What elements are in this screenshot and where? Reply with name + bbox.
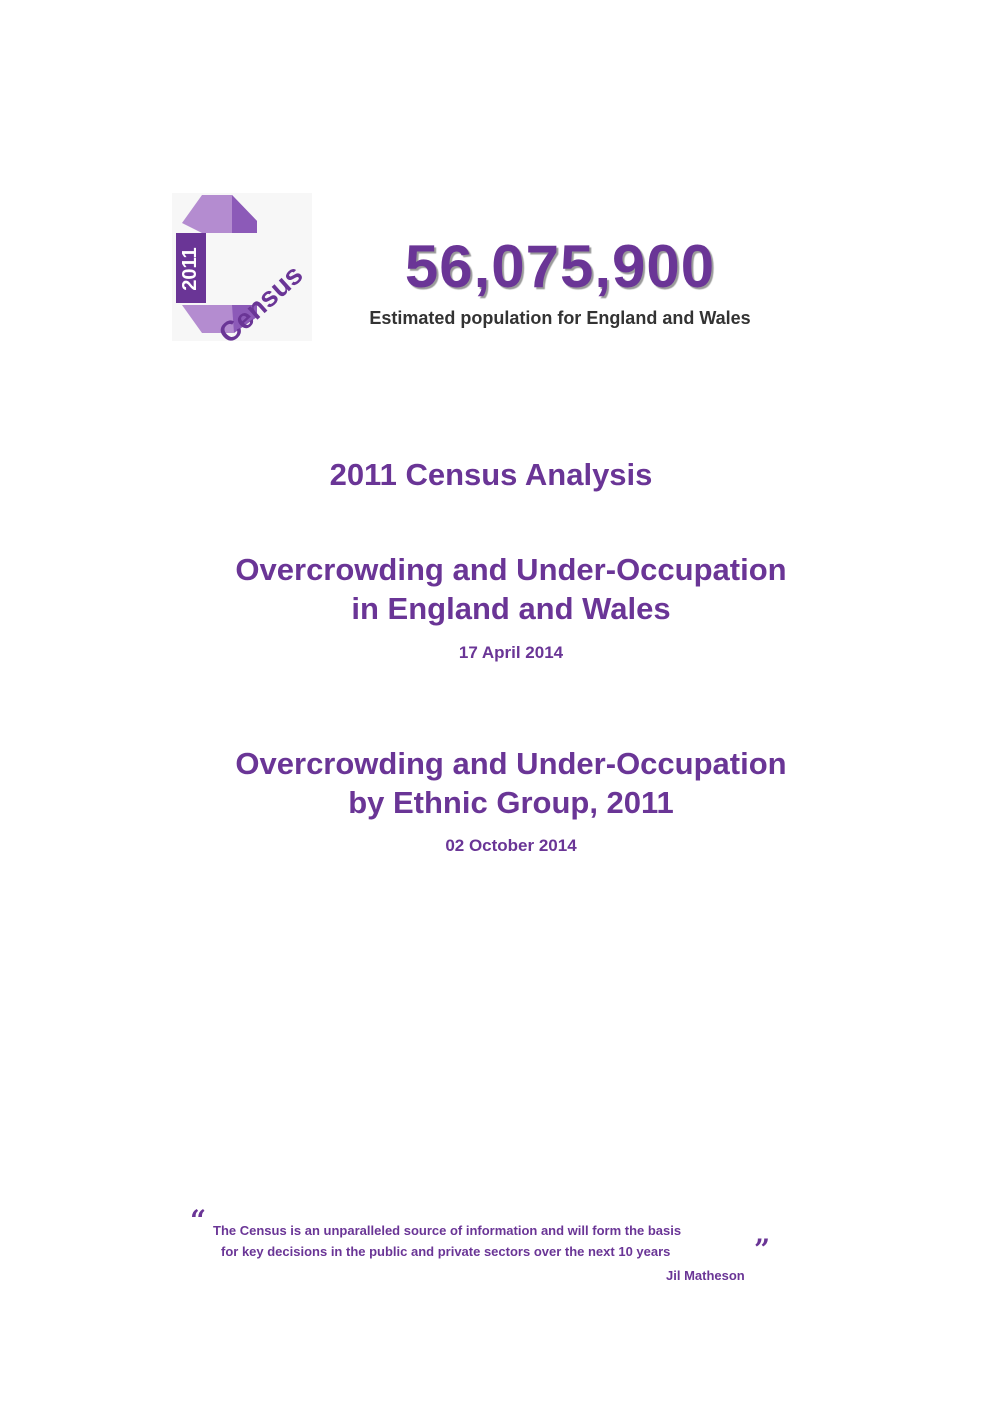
quote-line-1: The Census is an unparalleled source of information and will form the basis: [213, 1223, 682, 1238]
census-2011-logo: [172, 193, 312, 341]
publication-2-date: 02 October 2014: [445, 836, 577, 855]
open-quote-icon: “: [190, 1204, 207, 1237]
logo-word: Census: [212, 258, 309, 341]
population-figure: 56,075,900: [404, 233, 716, 300]
quote-author: Jil Matheson: [666, 1268, 745, 1283]
close-quote-icon: ”: [754, 1233, 771, 1266]
quote-line-2: for key decisions in the public and private sectors over the next 10 years: [221, 1244, 671, 1259]
publication-2-title-line1: Overcrowding and Under-Occupation: [235, 746, 787, 781]
population-label: Estimated population for England and Wales: [369, 308, 751, 328]
series-title: 2011 Census Analysis: [329, 457, 653, 492]
publication-1-title-line1: Overcrowding and Under-Occupation: [235, 552, 787, 587]
logo-year: 2011: [179, 247, 201, 291]
publication-2-title-line2: by Ethnic Group, 2011: [348, 785, 674, 820]
publication-1-date: 17 April 2014: [458, 643, 564, 662]
publication-1-title-line2: in England and Wales: [351, 591, 671, 626]
census-c-logo-icon: [172, 193, 312, 341]
